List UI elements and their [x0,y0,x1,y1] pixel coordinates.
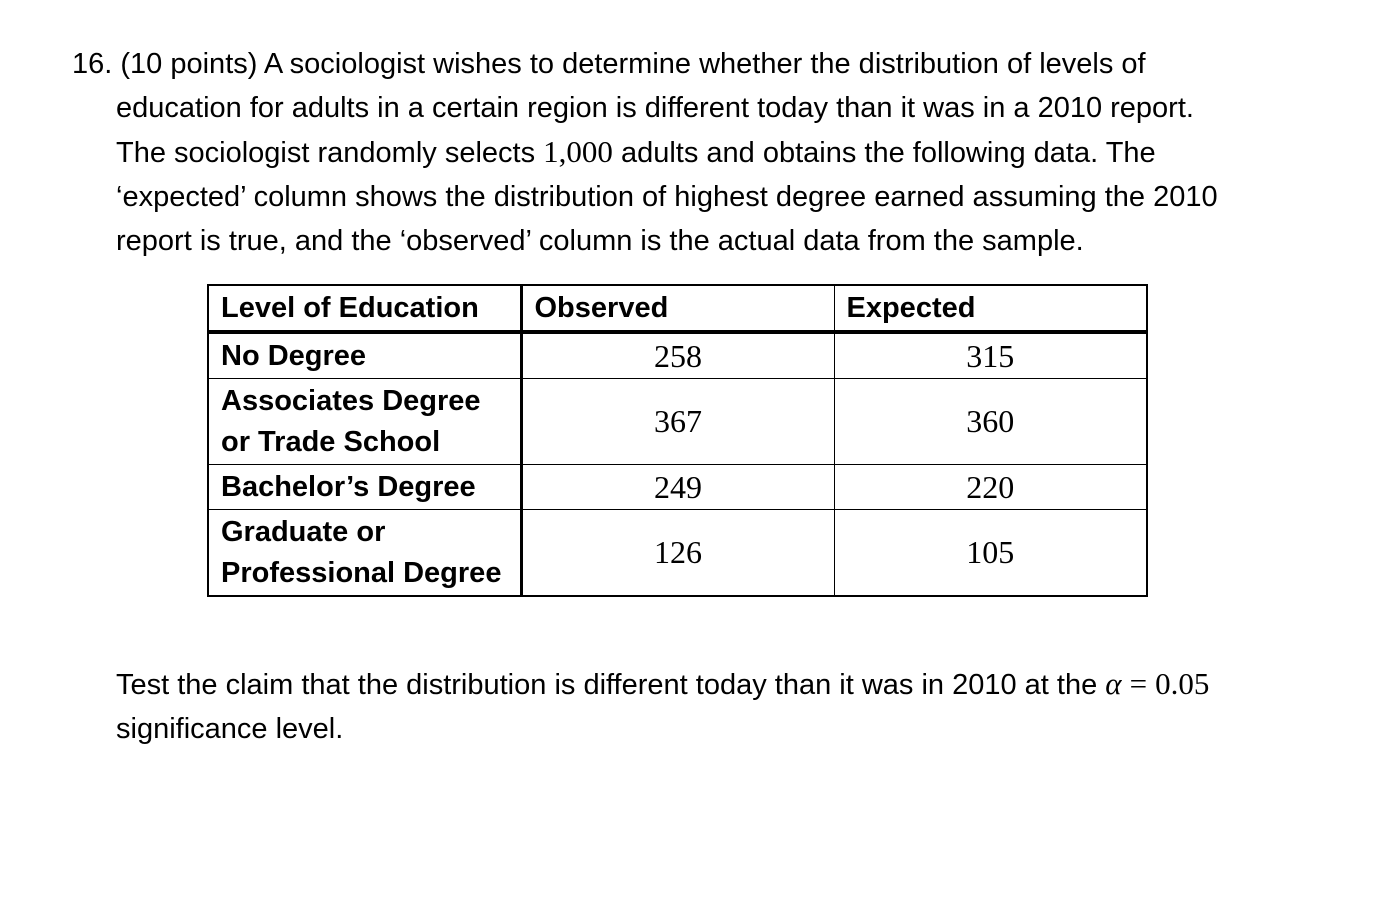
equals-sign: = [1129,666,1148,701]
table-row [208,510,1147,597]
observed-value: 249 [521,465,834,510]
observed-value: 258 [521,332,834,379]
problem-points: (10 points) [120,48,258,80]
closing-line-1-text: Test the claim that the distribution is different today than it was in 2010 at the [116,669,1098,701]
problem-line-3 [72,130,1332,175]
row-label-line: Professional Degree [221,556,502,589]
problem-line-1-text: A sociologist wishes to determine whether the distribution of levels of [263,48,1146,80]
row-label [208,465,521,510]
sample-size: 1,000 [543,134,613,169]
problem-line-5: report is true, and the ‘observed’ column is the actual data from the sample. [116,225,1084,257]
problem-line-3-end: adults and obtains the following data. The [620,137,1156,169]
problem-line-4: ‘expected’ column shows the distribution of highest degree earned assuming the 2010 [116,181,1218,213]
problem-number: 16. [72,48,113,80]
table-row [208,332,1147,379]
row-label [208,379,521,465]
problem-line-2: education for adults in a certain region is different today than it was in a 2010 report. [116,92,1194,124]
row-label-line: Graduate or [221,515,386,548]
problem-line-3-start: The sociologist randomly selects [116,137,536,169]
row-label-line: or Trade School [221,425,441,458]
expected-value: 360 [834,379,1147,465]
expected-value: 220 [834,465,1147,510]
table-row [208,379,1147,465]
observed-value: 367 [521,379,834,465]
education-data-table [207,284,1148,597]
table-header-row [208,285,1147,332]
row-label [208,510,521,597]
problem-line-1 [72,42,1332,86]
row-label-line: Associates Degree [221,384,481,417]
table-row [208,465,1147,510]
alpha-value: 0.05 [1155,666,1210,701]
closing-statement [116,662,1209,751]
problem-statement [72,42,1332,263]
row-label-line: No Degree [221,339,367,372]
header-expected: Expected [834,285,1147,332]
expected-value: 105 [834,510,1147,597]
closing-line-1 [116,662,1209,707]
expected-value: 315 [834,332,1147,379]
alpha-symbol: α [1105,666,1122,701]
row-label-line: Bachelor’s Degree [221,470,476,503]
header-observed: Observed [521,285,834,332]
row-label [208,332,521,379]
closing-line-2: significance level. [116,713,344,745]
observed-value: 126 [521,510,834,597]
header-level-of-education: Level of Education [208,285,521,332]
